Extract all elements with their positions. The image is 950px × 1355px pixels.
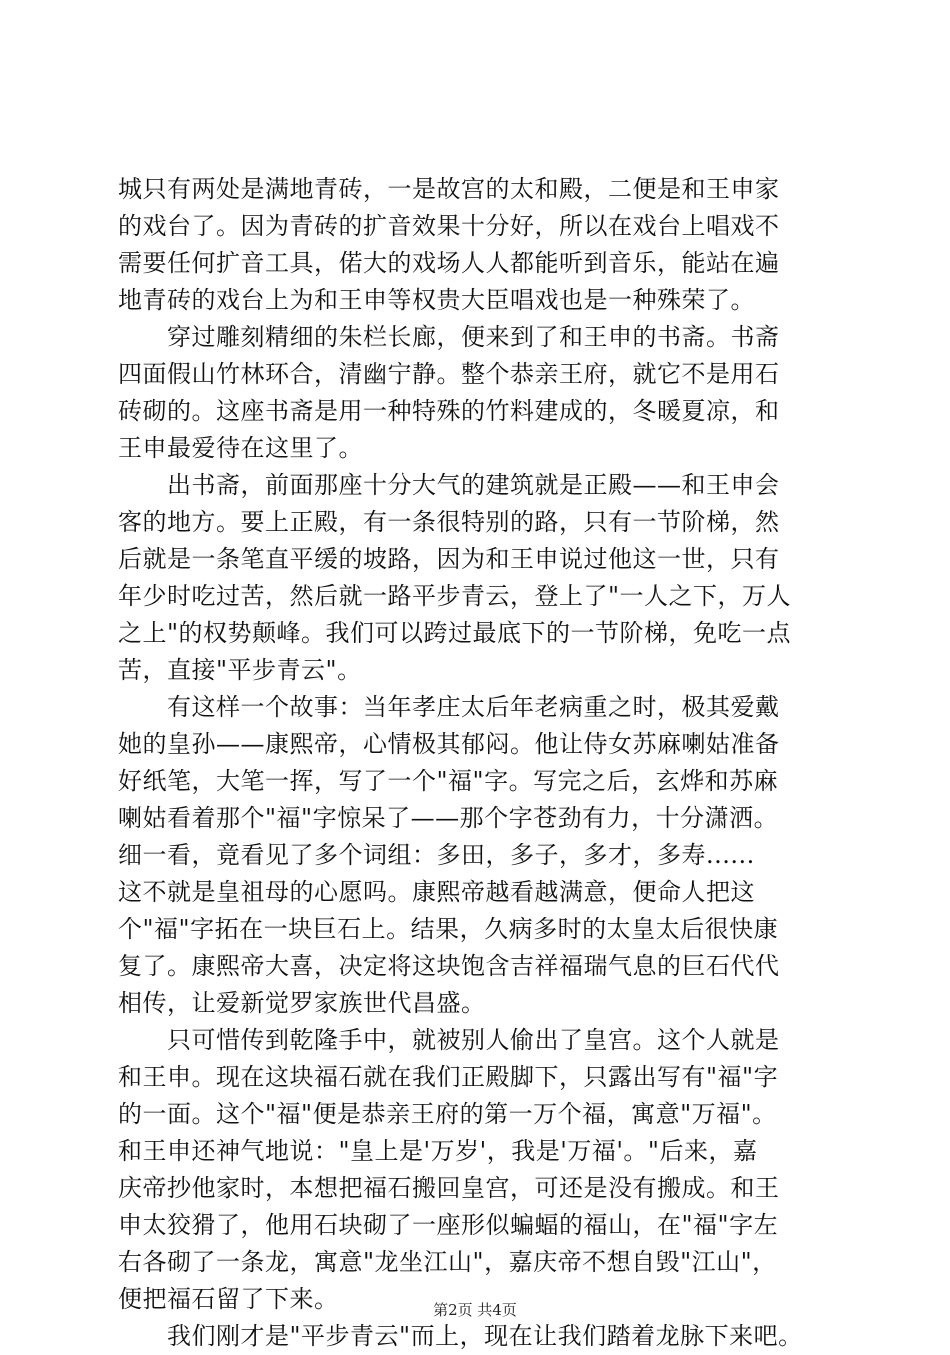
paragraph-5 xyxy=(118,1022,838,1318)
text-line: 细一看，竟看见了多个词组：多田，多子，多才，多寿...... xyxy=(118,841,755,869)
text-line: 这不就是皇祖母的心愿吗。康熙帝越看越满意，便命人把这 xyxy=(118,878,755,906)
text-line: 庆帝抄他家时，本想把福石搬回皇宫，可还是没有搬成。和王 xyxy=(118,1174,780,1202)
text-line: 王申最爱待在这里了。 xyxy=(118,434,363,462)
paragraph-6 xyxy=(118,1318,838,1355)
text-line: 的戏台了。因为青砖的扩音效果十分好，所以在戏台上唱戏不 xyxy=(118,212,780,240)
text-line: 后就是一条笔直平缓的坡路，因为和王申说过他这一世，只有 xyxy=(118,545,780,573)
text-line: 她的皇孙——康熙帝，心情极其郁闷。他让侍女苏麻喇姑准备 xyxy=(118,730,780,758)
paragraph-2 xyxy=(118,319,838,467)
text-line: 好纸笔，大笔一挥，写了一个"福"字。写完之后，玄烨和苏麻 xyxy=(118,767,779,795)
text-line: 相传，让爱新觉罗家族世代昌盛。 xyxy=(118,989,486,1017)
paragraph-3 xyxy=(118,467,838,689)
text-line: 四面假山竹林环合，清幽宁静。整个恭亲王府，就它不是用石 xyxy=(118,360,780,388)
paragraph-1 xyxy=(118,171,838,319)
text-line: 客的地方。要上正殿，有一条很特别的路，只有一节阶梯，然 xyxy=(118,508,780,536)
text-line: 的一面。这个"福"便是恭亲王府的第一万个福，寓意"万福"。 xyxy=(118,1100,777,1128)
document-body xyxy=(118,171,838,1355)
text-line: 申太狡猾了，他用石块砌了一座形似蝙蝠的福山，在"福"字左 xyxy=(118,1211,779,1239)
text-line: 年少时吃过苦，然后就一路平步青云，登上了"一人之下，万人 xyxy=(118,582,792,610)
text-line: 之上"的权势颠峰。我们可以跨过最底下的一节阶梯，免吃一点 xyxy=(118,619,792,647)
text-line: 喇姑看着那个"福"字惊呆了——那个字苍劲有力，十分潇洒。 xyxy=(118,804,779,832)
text-line: 出书斋，前面那座十分大气的建筑就是正殿——和王申会 xyxy=(118,471,780,499)
text-line: 我们刚才是"平步青云"而上，现在让我们踏着龙脉下来吧。 xyxy=(118,1322,803,1350)
text-line: 有这样一个故事：当年孝庄太后年老病重之时，极其爱戴 xyxy=(118,693,780,721)
text-line: 个"福"字拓在一块巨石上。结果，久病多时的太皇太后很快康 xyxy=(118,915,779,943)
text-line: 便把福石留了下来。 xyxy=(118,1285,339,1313)
text-line: 只可惜传到乾隆手中，就被别人偷出了皇宫。这个人就是 xyxy=(118,1026,780,1054)
text-line: 和王申还神气地说："皇上是'万岁'，我是'万福'。"后来，嘉 xyxy=(118,1137,758,1165)
text-line: 穿过雕刻精细的朱栏长廊，便来到了和王申的书斋。书斋 xyxy=(118,323,780,351)
text-line: 地青砖的戏台上为和王申等权贵大臣唱戏也是一种殊荣了。 xyxy=(118,286,755,314)
text-line: 苦，直接"平步青云"。 xyxy=(118,656,362,684)
text-line: 城只有两处是满地青砖，一是故宫的太和殿，二便是和王申家 xyxy=(118,175,780,203)
text-line: 和王申。现在这块福石就在我们正殿脚下，只露出写有"福"字 xyxy=(118,1063,779,1091)
paragraph-4 xyxy=(118,689,838,1022)
text-line: 需要任何扩音工具，偌大的戏场人人都能听到音乐，能站在遍 xyxy=(118,249,780,277)
text-line: 右各砌了一条龙，寓意"龙坐江山"，嘉庆帝不想自毁"江山"， xyxy=(118,1248,777,1276)
page-number-footer: 第2页 共4页 xyxy=(433,1301,517,1319)
text-line: 砖砌的。这座书斋是用一种特殊的竹料建成的，冬暖夏凉，和 xyxy=(118,397,780,425)
text-line: 复了。康熙帝大喜，决定将这块饱含吉祥福瑞气息的巨石代代 xyxy=(118,952,780,980)
